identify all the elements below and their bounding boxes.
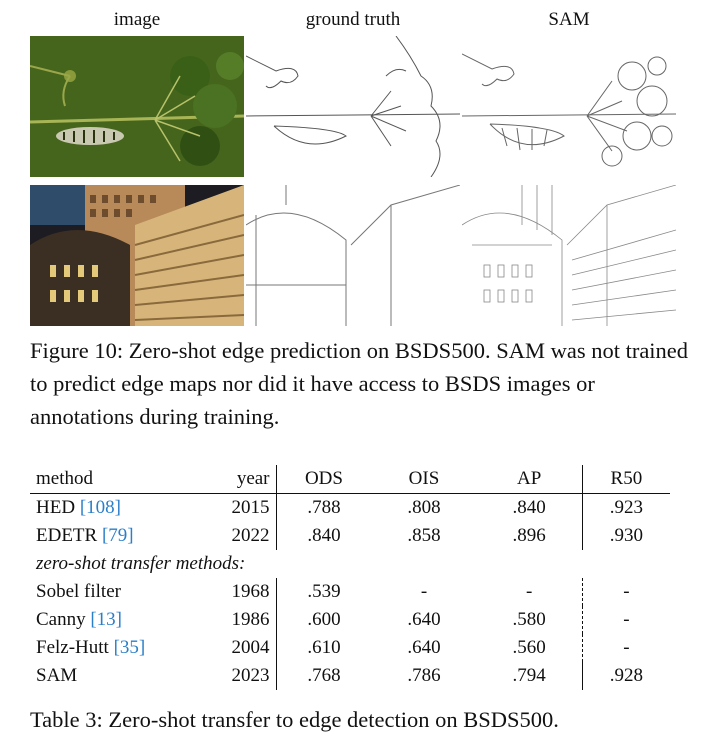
citation-link[interactable]: [79] [101,525,134,546]
figure-caption: Figure 10: Zero-shot edge prediction on BSDS500. SAM was not trained to predict edge maps nor did it have access to BSDS images or annotations during training. [30,338,689,429]
header-method: method [30,465,195,494]
cell-year: 2004 [231,637,270,658]
cell-ods: .539 [276,578,371,606]
cell-method [30,522,195,550]
cell-ois: .858 [407,525,441,546]
method-name: Sobel filter [36,581,121,602]
header-r50: R50 [582,465,670,494]
citation-link[interactable]: [35] [113,637,146,658]
ground-truth-buildings [246,185,460,326]
cell-ois: .786 [407,665,441,686]
cell-ap: .840 [512,497,546,518]
cell-r50: - [582,578,670,606]
method-name: Felz-Hutt [36,637,109,658]
cell-ap: - [525,581,533,602]
cell-method [30,578,195,606]
column-header-ground-truth: ground truth [305,9,401,30]
sam-buildings [462,185,676,326]
cell-method [30,634,195,662]
column-header-sam: SAM [548,9,590,30]
cell-ois: .640 [407,637,441,658]
cell-method [30,606,195,634]
image-buildings-photo [30,185,244,326]
cell-ois: - [420,581,428,602]
method-name: HED [36,497,76,518]
ground-truth-caterpillar [246,36,460,177]
sam-caterpillar [462,36,676,177]
zero-shot-subheader: zero-shot transfer methods: [36,553,246,574]
table-row-canny [30,606,670,634]
cell-r50: .930 [582,522,670,550]
method-name: EDETR [36,525,98,546]
cell-r50: .928 [582,662,670,690]
cell-year: 2015 [231,497,270,518]
cell-ods: .788 [276,494,371,523]
results-table [30,465,680,690]
cell-ois: .640 [407,609,441,630]
table-row-edetr [30,522,670,550]
cell-ap: .794 [512,665,546,686]
cell-r50: - [582,634,670,662]
cell-ods: .610 [276,634,371,662]
figure-10 [0,0,703,330]
method-name: SAM [36,665,78,686]
header-ois: OIS [371,465,476,494]
table-row-sam [30,662,670,690]
table-row-sobel [30,578,670,606]
cell-ods: .840 [276,522,371,550]
cell-year: 1968 [231,581,270,602]
header-year: year [195,465,276,494]
cell-method [30,494,195,523]
cell-r50: .923 [582,494,670,523]
table-caption: Table 3: Zero-shot transfer to edge detection on BSDS500. [30,707,559,732]
cell-ods: .600 [276,606,371,634]
table-subheader-row [30,550,670,578]
header-ap: AP [477,465,583,494]
cell-method [30,662,195,690]
header-ods: ODS [276,465,371,494]
table-header-row [30,465,670,494]
method-name: Canny [36,609,86,630]
image-caterpillar-photo [30,36,244,177]
cell-year: 1986 [231,609,270,630]
citation-link[interactable]: [13] [90,609,123,630]
citation-link[interactable]: [108] [79,497,121,518]
cell-year: 2022 [231,525,270,546]
cell-ap: .580 [512,609,546,630]
column-header-image: image [113,9,161,30]
cell-year: 2023 [231,665,270,686]
cell-ap: .560 [512,637,546,658]
table-row-felz-hutt [30,634,670,662]
cell-r50: - [582,606,670,634]
cell-ap: .896 [512,525,546,546]
table-row-hed [30,494,670,523]
cell-ois: .808 [407,497,441,518]
cell-ods: .768 [276,662,371,690]
